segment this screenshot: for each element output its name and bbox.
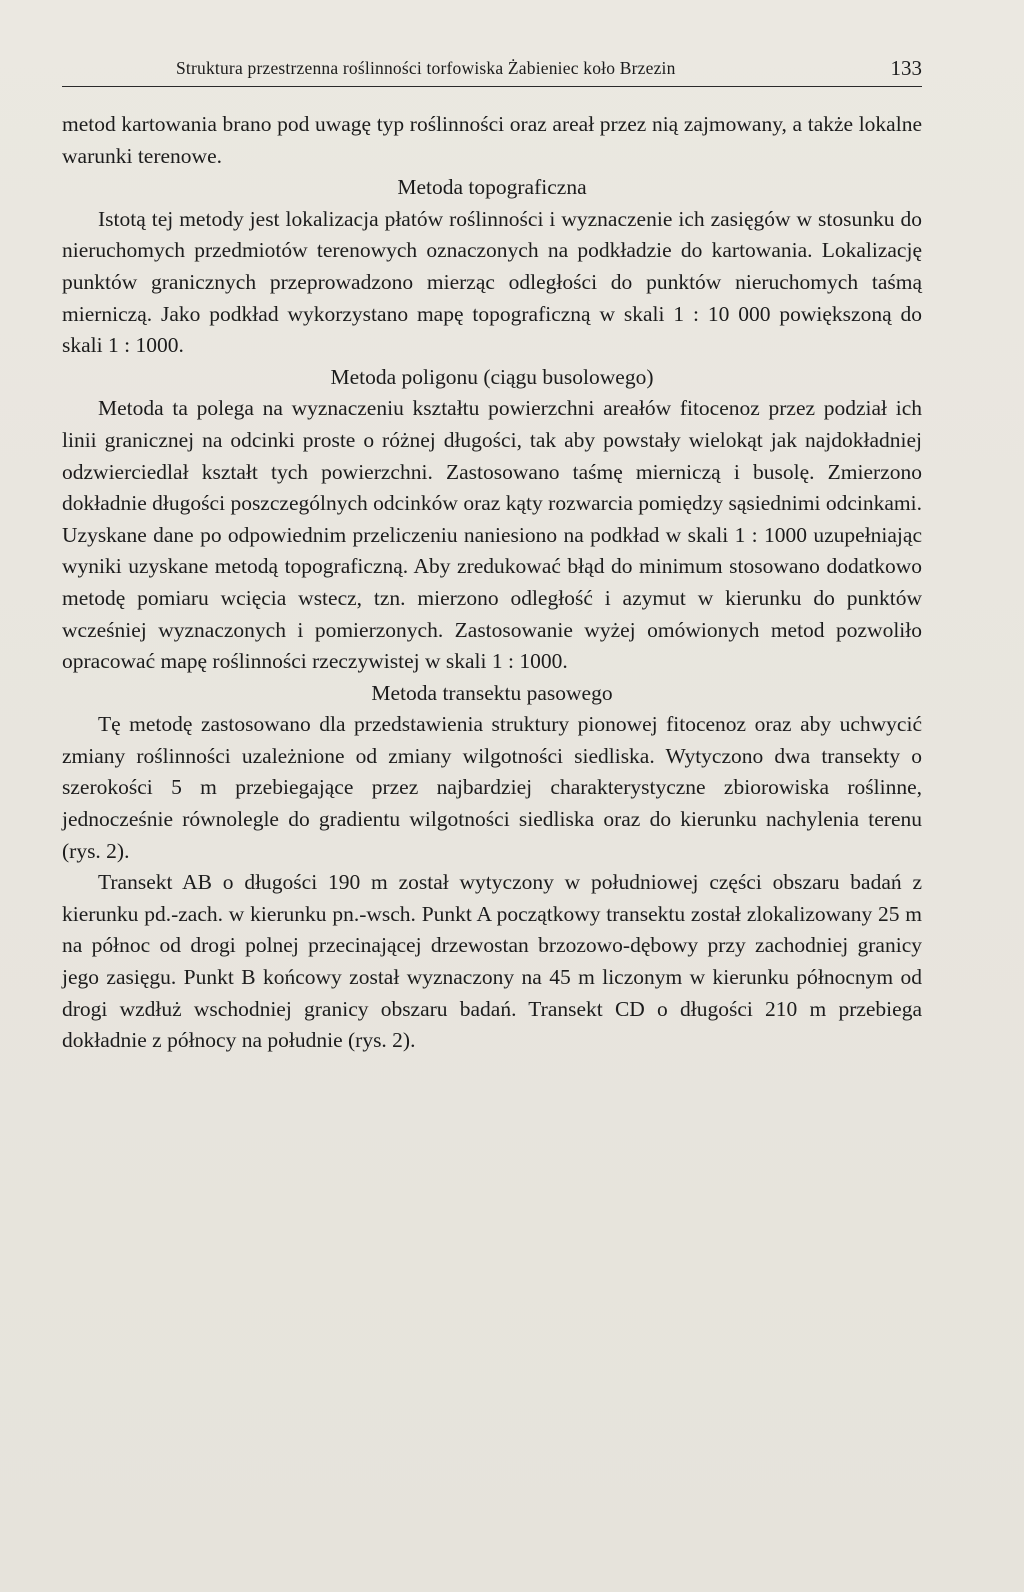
running-title: Struktura przestrzenna roślinności torfowiska Żabieniec koło Brzezin <box>176 58 676 78</box>
section-heading-topographic: Metoda topograficzna <box>397 175 587 200</box>
intro-paragraph: metod kartowania brano pod uwagę typ roślinności oraz areał przez nią zajmowany, a także lokalne warunki terenowe. <box>62 112 922 168</box>
page-header <box>62 50 922 87</box>
page-number: 133 <box>890 56 922 80</box>
section-heading-transect: Metoda transektu pasowego <box>371 680 613 705</box>
paragraph-polygon: Metoda ta polega na wyznaczeniu kształtu powierzchni areałów fitocenoz przez podział ich linii granicznej na odcinki proste o różnej długości, tak aby powstały wielokąt jak najdokładniej odzwierciedlał kształt tych powierzchni. Zastosowano taśmę mierniczą i busolę. Zmierzono dokładnie długości poszczególnych odcinków oraz kąty rozwarcia pomiędzy sąsiednimi odcinkami. Uzyskane dane po odpowiednim przeliczeniu naniesiono na podkład w skali 1 : 1000 uzupełniając wyniki uzyskane metodą topograficzną. Aby zredukować błąd do minimum stosowano dodatkowo metodę pomiaru wcięcia wstecz, tzn. mierzono odległość i azymut w kierunku do punktów wcześniej wyznaczonych i pomierzonych. Zastosowanie wyżej omówionych metod pozwoliło opracować mapę roślinności rzeczywistej w skali 1 : 1000. <box>62 396 922 674</box>
paragraph-transect-2: Transekt AB o długości 190 m został wytyczony w południowej części obszaru badań z kierunku pd.-zach. w kierunku pn.-wsch. Punkt A początkowy transektu został zlokalizowany 25 m na północ od drogi polnej przecinającej drzewostan brzozowo-dębowy przy zachodniej granicy jego zasięgu. Punkt B końcowy został wyznaczony na 45 m liczonym w kierunku północnym od drogi wzdłuż wschodniej granicy obszaru badań. Transekt CD o długości 210 m przebiega dokładnie z północy na południe (rys. 2). <box>62 870 922 1053</box>
section-heading-polygon: Metoda poligonu (ciągu busolowego) <box>330 364 654 389</box>
paragraph-transect-1: Tę metodę zastosowano dla przedstawienia struktury pionowej fitocenoz oraz aby uchwycić zmiany roślinności uzależnione od zmiany wilgotności siedliska. Wytyczono dwa transekty o szerokości 5 m przebiegające przez najbardziej charakterystyczne zbiorowiska roślinne, jednocześnie równolegle do gradientu wilgotności siedliska oraz do kierunku nachylenia terenu (rys. 2). <box>62 712 922 863</box>
paragraph-topographic: Istotą tej metody jest lokalizacja płatów roślinności i wyznaczenie ich zasięgów w stosunku do nieruchomych przedmiotów terenowych oznaczonych na podkładzie do kartowania. Lokalizację punktów granicznych przeprowadzono mierząc odległości do punktów nieruchomych taśmą mierniczą. Jako podkład wykorzystano mapę topograficzną w skali 1 : 10 000 powiększoną do skali 1 : 1000. <box>62 206 922 358</box>
page-body <box>62 109 922 1057</box>
